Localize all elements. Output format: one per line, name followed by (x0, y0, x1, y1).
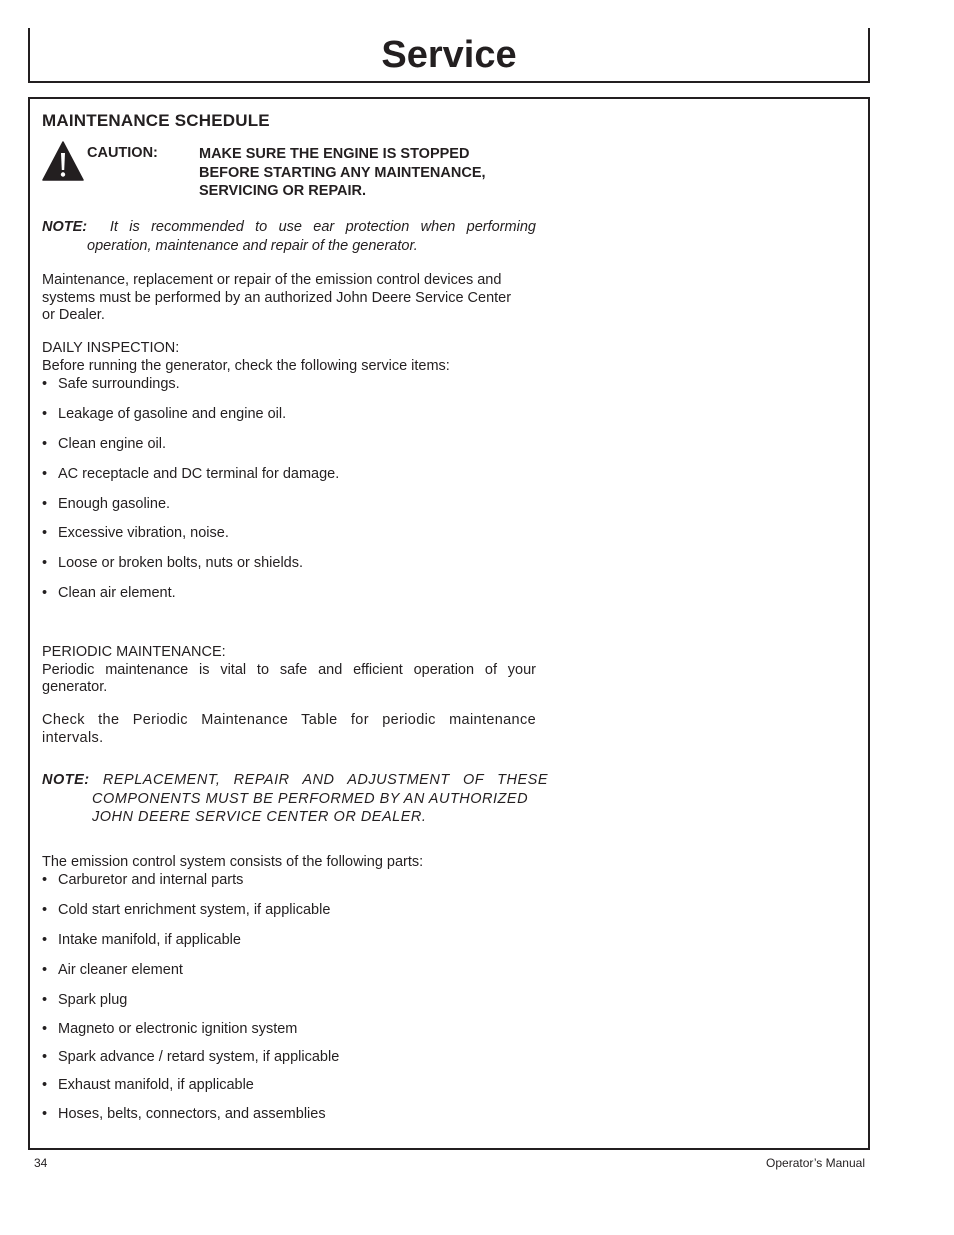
bullet: • (42, 496, 48, 512)
list-item-text: Hoses, belts, connectors, and assemblies (58, 1106, 326, 1122)
list-item-text: AC receptacle and DC terminal for damage. (58, 466, 340, 482)
bullet: • (42, 1106, 48, 1122)
periodic-table-reference (42, 712, 536, 747)
page-number: 34 (34, 1156, 48, 1170)
paragraph-line: Periodic maintenance is vital to safe and efficient operation of your (42, 661, 536, 678)
list-item-text: Cold start enrichment system, if applicable (58, 902, 331, 918)
list-item-text: Enough gasoline. (58, 496, 171, 512)
note-text: It is recommended to use ear protection when performing (109, 219, 536, 235)
page-title: Service (381, 34, 517, 76)
list-item-text: Spark advance / retard system, if applicable (58, 1049, 340, 1065)
bullet: • (42, 1049, 48, 1065)
bullet: • (42, 406, 48, 422)
list-item-text: Excessive vibration, noise. (58, 525, 229, 541)
paragraph-line: or Dealer. (42, 307, 105, 323)
paragraph-line: systems must be performed by an authorized John Deere Service Center (42, 289, 512, 306)
note-text: COMPONENTS MUST BE PERFORMED BY AN AUTHORIZED (92, 790, 529, 807)
list-item-text: Spark plug (58, 992, 128, 1008)
subsection-heading: PERIODIC MAINTENANCE: (42, 644, 226, 660)
bullet: • (42, 555, 48, 571)
note-text: operation, maintenance and repair of the generator. (87, 238, 418, 254)
bullet: • (42, 992, 48, 1008)
list-item-text: Magneto or electronic ignition system (58, 1021, 298, 1037)
bullet: • (42, 1021, 48, 1037)
page-header (28, 28, 870, 83)
periodic-maintenance-block (42, 644, 536, 697)
bullet: • (42, 436, 48, 452)
list-item-text: Loose or broken bolts, nuts or shields. (58, 555, 304, 571)
daily-inspection-heading (42, 340, 536, 375)
bullet: • (42, 1077, 48, 1093)
caution-text (199, 145, 539, 201)
list-item-text: Clean air element. (58, 585, 176, 601)
emission-parts-intro: The emission control system consists of the following parts: (42, 854, 424, 870)
section-title: MAINTENANCE SCHEDULE (42, 111, 270, 130)
list-item-text: Safe surroundings. (58, 376, 180, 392)
ear-protection-note (42, 218, 536, 256)
content-frame (28, 97, 870, 1150)
bullet: • (42, 466, 48, 482)
paragraph-line: intervals. (42, 729, 104, 746)
note-text: JOHN DEERE SERVICE CENTER OR DEALER. (92, 809, 427, 825)
note-text: REPLACEMENT, REPAIR AND ADJUSTMENT OF THESE (102, 772, 548, 788)
subsection-intro: Before running the generator, check the following service items: (42, 357, 450, 374)
caution-line: MAKE SURE THE ENGINE IS STOPPED (199, 146, 470, 162)
manual-title: Operator’s Manual (766, 1156, 865, 1170)
caution-label: CAUTION: (87, 145, 158, 161)
warning-triangle-icon (42, 141, 84, 181)
subsection-heading: DAILY INSPECTION: (42, 340, 180, 356)
bullet: • (42, 962, 48, 978)
paragraph-line: Check the Periodic Maintenance Table for periodic maintenance (42, 712, 536, 728)
bullet: • (42, 872, 48, 888)
list-item-text: Exhaust manifold, if applicable (58, 1077, 254, 1093)
list-item-text: Leakage of gasoline and engine oil. (58, 406, 287, 422)
caution-block (42, 141, 536, 201)
list-item-text: Clean engine oil. (58, 436, 167, 452)
list-item-text: Air cleaner element (58, 962, 183, 978)
emission-service-paragraph (42, 272, 536, 325)
paragraph-line: generator. (42, 679, 108, 695)
bullet: • (42, 902, 48, 918)
list-item-text: Intake manifold, if applicable (58, 932, 241, 948)
bullet: • (42, 585, 48, 601)
paragraph-line: Maintenance, replacement or repair of the emission control devices and (42, 272, 502, 288)
note-label: NOTE: (42, 219, 88, 235)
bullet: • (42, 376, 48, 392)
caution-line: SERVICING OR REPAIR. (199, 183, 367, 199)
note-label: NOTE: (42, 772, 90, 788)
bullet: • (42, 525, 48, 541)
caution-line: BEFORE STARTING ANY MAINTENANCE, (199, 164, 486, 181)
authorized-service-note (42, 771, 548, 827)
bullet: • (42, 932, 48, 948)
list-item-text: Carburetor and internal parts (58, 872, 244, 888)
